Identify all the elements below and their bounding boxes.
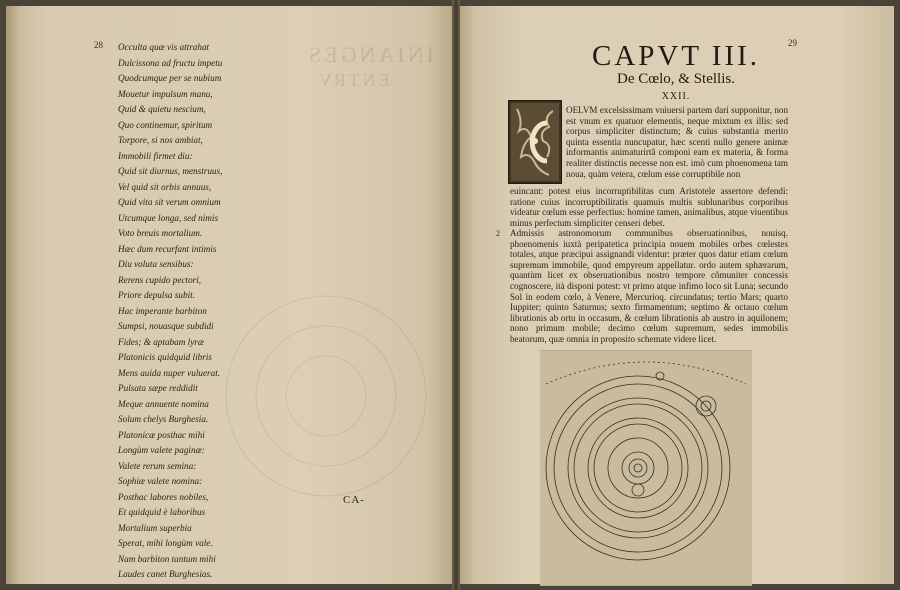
chapter-title: CAPVT III. bbox=[591, 40, 761, 72]
poem-line: Torpore, si nos ambiat, bbox=[118, 135, 203, 145]
poem-line: Laudes canet Burghesias. bbox=[118, 569, 213, 579]
cosmological-orbs-diagram-icon bbox=[540, 350, 752, 586]
poem-line: Sumpsi, nouasque subdidi bbox=[118, 321, 214, 331]
poem-line: Quid vita sit verum omnium bbox=[118, 197, 221, 207]
poem-line: Solum chelys Burghesia. bbox=[118, 414, 209, 424]
poem-line: Mens auida nuper vuluerat. bbox=[118, 367, 221, 378]
poem-line: Fides; & aptabam lyræ bbox=[118, 336, 204, 347]
poem-line: Quo continemur, spiritum bbox=[118, 119, 213, 130]
poem-line: Quid & quietu nescium, bbox=[118, 104, 206, 114]
catchword: CA- bbox=[343, 494, 365, 506]
poem-line: Longùm valete paginæ: bbox=[118, 445, 205, 455]
poem-line: Occulta quæ vis attrahat bbox=[118, 42, 210, 52]
paragraph-1-continued: euincant: potest eius incorruptibilitas cum Aristotele assertore defendi: ratione cuius incorruptibilitatis quamuis multis sublunaribus corporibus videatur cœlum esse perfectius: homine tamen, animalibus, atque viuentibus minus perfectum simpliciter censeri debet. bbox=[510, 186, 788, 228]
poem-line: Mouetur impulsum manu, bbox=[118, 88, 213, 99]
margin-number: 2 bbox=[496, 229, 500, 238]
poem-line: Meque annuente nomina bbox=[118, 398, 209, 409]
bleed-through-circles bbox=[216, 96, 436, 536]
poem-line: Immobili firmet diu: bbox=[118, 150, 193, 161]
poem-line: Voto breuis mortalium. bbox=[118, 228, 203, 238]
poem-line: Rerens cupido pectori, bbox=[118, 274, 202, 285]
poem-line: Pulsata sæpe reddidit bbox=[118, 383, 198, 393]
poem-line: Mortalium superbia bbox=[118, 522, 192, 533]
poem-line: Nam barbiton tantum mihi bbox=[118, 553, 216, 564]
paragraph-2: Admissis astronomorum communibus obseruationibus, nouisq. phoenomenis iuxtà peripatetica principia nouem mobiles orbes cœlestes totales, atque præcipui assignandi videntur: præter quos datur etiam cœlum supremum immobile, quod empyreum appellatur. ordo autem sphærarum, quantùm licet ex obseruationibus nostro tempore cõmuniter concessis cognoscere, ità disponi potest: vt primo atque infimo loco sit Luna; secundo Sol in eodem cœlo, à Venere, Mercurioq. circundatus; tertio Mars; quarto Iuppiter; quinto Saturnus; sexto firmamentum; septimo & octauo cœlum librationis ab ortu in occasum, & cœlum librationis ab austro in aquilonem; nono primum mobile; decimo cœlum supremum, sedes immobilis beatorum, quæ omnia in proposito schemate videre licet. bbox=[510, 228, 788, 344]
poem-line: Platonicis quidquid libris bbox=[118, 352, 212, 362]
right-page-number: 29 bbox=[788, 38, 797, 48]
poem-line: Quodcumque per se nubium bbox=[118, 73, 222, 83]
poem-line: Hac imperante barbiton bbox=[118, 305, 207, 316]
poem bbox=[118, 40, 222, 583]
poem-line: Posthac labores nobiles, bbox=[118, 491, 209, 502]
poem-line: Et quidquid è laboribus bbox=[118, 507, 206, 517]
poem-line: Priore depulsa subit. bbox=[118, 290, 195, 300]
paragraph-1-opening: OELVM excelsissimam vniuersi partem dari supponitur, non est vnum ex quatuor elementis, neque mixtum ex illis: sed corpus simpliciter distinctum; & cuius substantia merito quinta essentia nuncupatur, hæc scenti nullo genere animæ informantis animaturirtâ componi eam ex materia, & forma realiter distinctis necesse non est. imò cum phoenomena tam noua, quàm vetera, cœlum esse corruptibile non bbox=[566, 105, 788, 179]
book-gutter bbox=[452, 0, 460, 590]
poem-line: Vel quid sit orbis annuus, bbox=[118, 181, 212, 192]
chapter-subtitle: De Cœlo, & Stellis. bbox=[617, 71, 735, 87]
poem-line: Utcumque longa, sed nimis bbox=[118, 212, 219, 223]
poem-line: Valete rerum semina: bbox=[118, 460, 197, 471]
bleed-through-title: INIANGES bbox=[306, 42, 434, 67]
poem-line: Platonicæ posthac mihi bbox=[118, 429, 205, 440]
poem-line: Quid sit diurnus, menstruus, bbox=[118, 166, 223, 176]
historiated-initial-icon bbox=[508, 100, 562, 184]
poem-line: Diu voluta sensibus: bbox=[118, 259, 194, 269]
poem-line: Hæc dum recurfant intimis bbox=[118, 243, 217, 254]
poem-line: Sophiæ valete nomina: bbox=[118, 476, 203, 486]
poem-line: Dulcissona ad fructu impetu bbox=[118, 57, 223, 68]
poem-line: Sperat, mihi longùm vale. bbox=[118, 538, 213, 548]
section-number: XXII. bbox=[661, 91, 691, 102]
left-page bbox=[6, 6, 454, 584]
bleed-through-subtitle: ENTRV bbox=[316, 70, 390, 90]
left-page-number: 28 bbox=[94, 40, 103, 50]
